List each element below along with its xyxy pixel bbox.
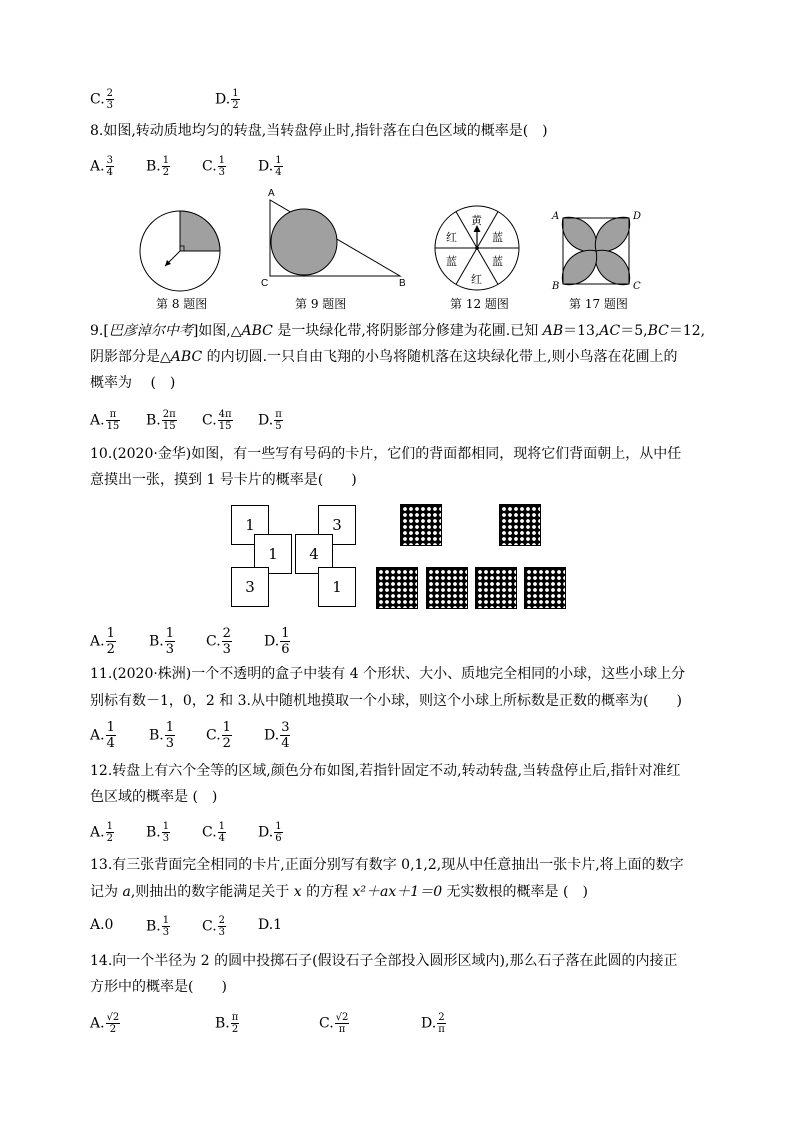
- q14-line-2: 方形中的概率是( ): [90, 979, 227, 995]
- q10-option-b[interactable]: B. $\frac{1}{3}$: [149, 626, 175, 657]
- q11-line-2: 别标有数－1，0，2 和 3.从中随机地摸取一个小球，则这个小球上所标数是正数的概率为( ): [90, 693, 682, 709]
- figure-17-square: [549, 205, 649, 295]
- q12-option-c[interactable]: C. $\frac{1}{4}$: [202, 821, 226, 844]
- q10-option-d[interactable]: D. $\frac{1}{6}$: [264, 626, 290, 657]
- card-back: [426, 567, 468, 609]
- figure-12-sector-upper-right: 蓝: [492, 231, 503, 244]
- q14-option-d[interactable]: D. $\frac{2}{\pi}$: [421, 1012, 445, 1035]
- q11-option-b[interactable]: B. $\frac{1}{3}$: [149, 720, 175, 751]
- figure-12-sector-bottom: 红: [471, 273, 482, 286]
- q13-option-c[interactable]: C. $\frac{2}{3}$: [202, 915, 226, 938]
- q13-option-a[interactable]: A.0: [90, 917, 114, 933]
- figure-17-label-d: D: [633, 211, 642, 222]
- q8-stem: 8.如图,转动质地均匀的转盘,当转盘停止时,指针落在白色区域的概率是( ): [90, 123, 548, 139]
- q14-option-b[interactable]: B. $\frac{\pi}{2}$: [215, 1012, 239, 1035]
- figure-9-label-a: A: [268, 188, 275, 199]
- card-front: 1: [231, 505, 269, 545]
- figure-9-triangle: [258, 186, 408, 291]
- q9-option-b[interactable]: B. $\frac{2\pi}{15}$: [146, 409, 176, 432]
- card-front: 1: [254, 534, 292, 574]
- q10-option-c[interactable]: C. $\frac{2}{3}$: [206, 626, 231, 657]
- q13-line-2: 记为 a,则抽出的数字能满足关于 x 的方程 x²＋ax＋1＝0 无实数根的概率是 ( ): [90, 884, 588, 900]
- q12-option-a[interactable]: A. $\frac{1}{2}$: [90, 821, 113, 844]
- card-back: [376, 567, 418, 609]
- card-front: 3: [318, 505, 356, 545]
- figure-12-spinner: [432, 203, 522, 293]
- figure-12-sector-lower-left: 蓝: [446, 255, 457, 268]
- figure-9-caption: 第 9 题图: [295, 297, 347, 311]
- q7-option-c[interactable]: C. $\frac{2}{3}$: [90, 88, 114, 111]
- q9-line-1: 9.[巴彦淖尔中考]如图,△ABC 是一块绿化带,将阴影部分修建为花圃.已知 AB＝13,AC＝5,BC＝12,: [90, 323, 706, 339]
- card-back: [475, 567, 517, 609]
- figure-12-sector-upper-left: 红: [446, 231, 457, 244]
- figure-17-label-c: C: [633, 281, 641, 292]
- q10-line-1: 10.(2020·金华)如图，有一些写有号码的卡片，它们的背面都相同，现将它们背面朝上，从中任: [90, 446, 682, 462]
- q12-line-2: 色区域的概率是 ( ): [90, 789, 218, 805]
- figure-9-label-c: C: [261, 278, 269, 289]
- q8-option-a[interactable]: A. $\frac{3}{4}$: [90, 155, 113, 178]
- q10-option-a[interactable]: A. $\frac{1}{2}$: [90, 626, 115, 657]
- q11-option-d[interactable]: D. $\frac{3}{4}$: [264, 720, 290, 751]
- card-back: [524, 567, 566, 609]
- figure-12-sector-top: 黄: [471, 214, 482, 227]
- q9-option-d[interactable]: D. $\frac{\pi}{5}$: [258, 409, 282, 432]
- card-front: 3: [231, 567, 269, 607]
- q10-line-2: 意摸出一张，摸到 1 号卡片的概率是( ): [90, 472, 357, 488]
- q12-option-b[interactable]: B. $\frac{1}{3}$: [146, 821, 170, 844]
- q9-source: 巴彦淖尔中考: [108, 323, 193, 339]
- figure-17-caption: 第 17 题图: [569, 297, 628, 311]
- q9-option-c[interactable]: C. $\frac{4\pi}{15}$: [202, 409, 232, 432]
- card-front: 4: [295, 534, 333, 574]
- q13-option-b[interactable]: B. $\frac{1}{3}$: [146, 915, 170, 938]
- q7-option-d[interactable]: D. $\frac{1}{2}$: [215, 88, 239, 111]
- q14-option-c[interactable]: C. $\frac{√2}{\pi}$: [319, 1012, 349, 1035]
- q9-option-a[interactable]: A. $\frac{\pi}{15}$: [90, 409, 120, 432]
- q11-line-1: 11.(2020·株洲)一个不透明的盒子中装有 4 个形状、大小、质地完全相同的小球，这些小球上分: [90, 666, 686, 682]
- card-back: [400, 504, 442, 546]
- q14-line-1: 14.向一个半径为 2 的圆中投掷石子(假设石子全部投入圆形区域内),那么石子落在此圆的内接正: [90, 953, 678, 969]
- q13-equation: x²＋ax＋1＝0: [352, 884, 443, 900]
- figure-8-spinner: [135, 206, 225, 296]
- q11-option-c[interactable]: C. $\frac{1}{2}$: [206, 720, 231, 751]
- figure-12-caption: 第 12 题图: [450, 297, 509, 311]
- q11-option-a[interactable]: A. $\frac{1}{4}$: [90, 720, 115, 751]
- figure-17-label-b: B: [552, 281, 560, 292]
- card-back: [499, 504, 541, 546]
- figure-17-label-a: A: [552, 211, 560, 222]
- q8-option-c[interactable]: C. $\frac{1}{3}$: [202, 155, 226, 178]
- q9-line-3: 概率为 ( ): [90, 375, 176, 391]
- q13-line-1: 13.有三张背面完全相同的卡片,正面分别写有数字 0,1,2,现从中任意抽出一张卡片,将上面的数字: [90, 857, 684, 873]
- q8-option-d[interactable]: D. $\frac{1}{4}$: [258, 155, 282, 178]
- figure-9-label-b: B: [399, 278, 406, 289]
- card-front: 1: [318, 567, 356, 607]
- q8-option-b[interactable]: B. $\frac{1}{2}$: [146, 155, 170, 178]
- figure-8-caption: 第 8 题图: [156, 297, 208, 311]
- q13-option-d[interactable]: D.1: [258, 917, 283, 933]
- q14-option-a[interactable]: A. $\frac{√2}{2}$: [90, 1012, 120, 1035]
- q12-line-1: 12.转盘上有六个全等的区域,颜色分布如图,若指针固定不动,转动转盘,当转盘停止后,指针对准红: [90, 763, 681, 779]
- q9-line-2: 阴影部分是△ABC 的内切圆.一只自由飞翔的小鸟将随机落在这块绿化带上,则小鸟落在花圃上的: [90, 349, 678, 365]
- figure-12-sector-lower-right: 蓝: [492, 255, 503, 268]
- q12-option-d[interactable]: D. $\frac{1}{6}$: [258, 821, 282, 844]
